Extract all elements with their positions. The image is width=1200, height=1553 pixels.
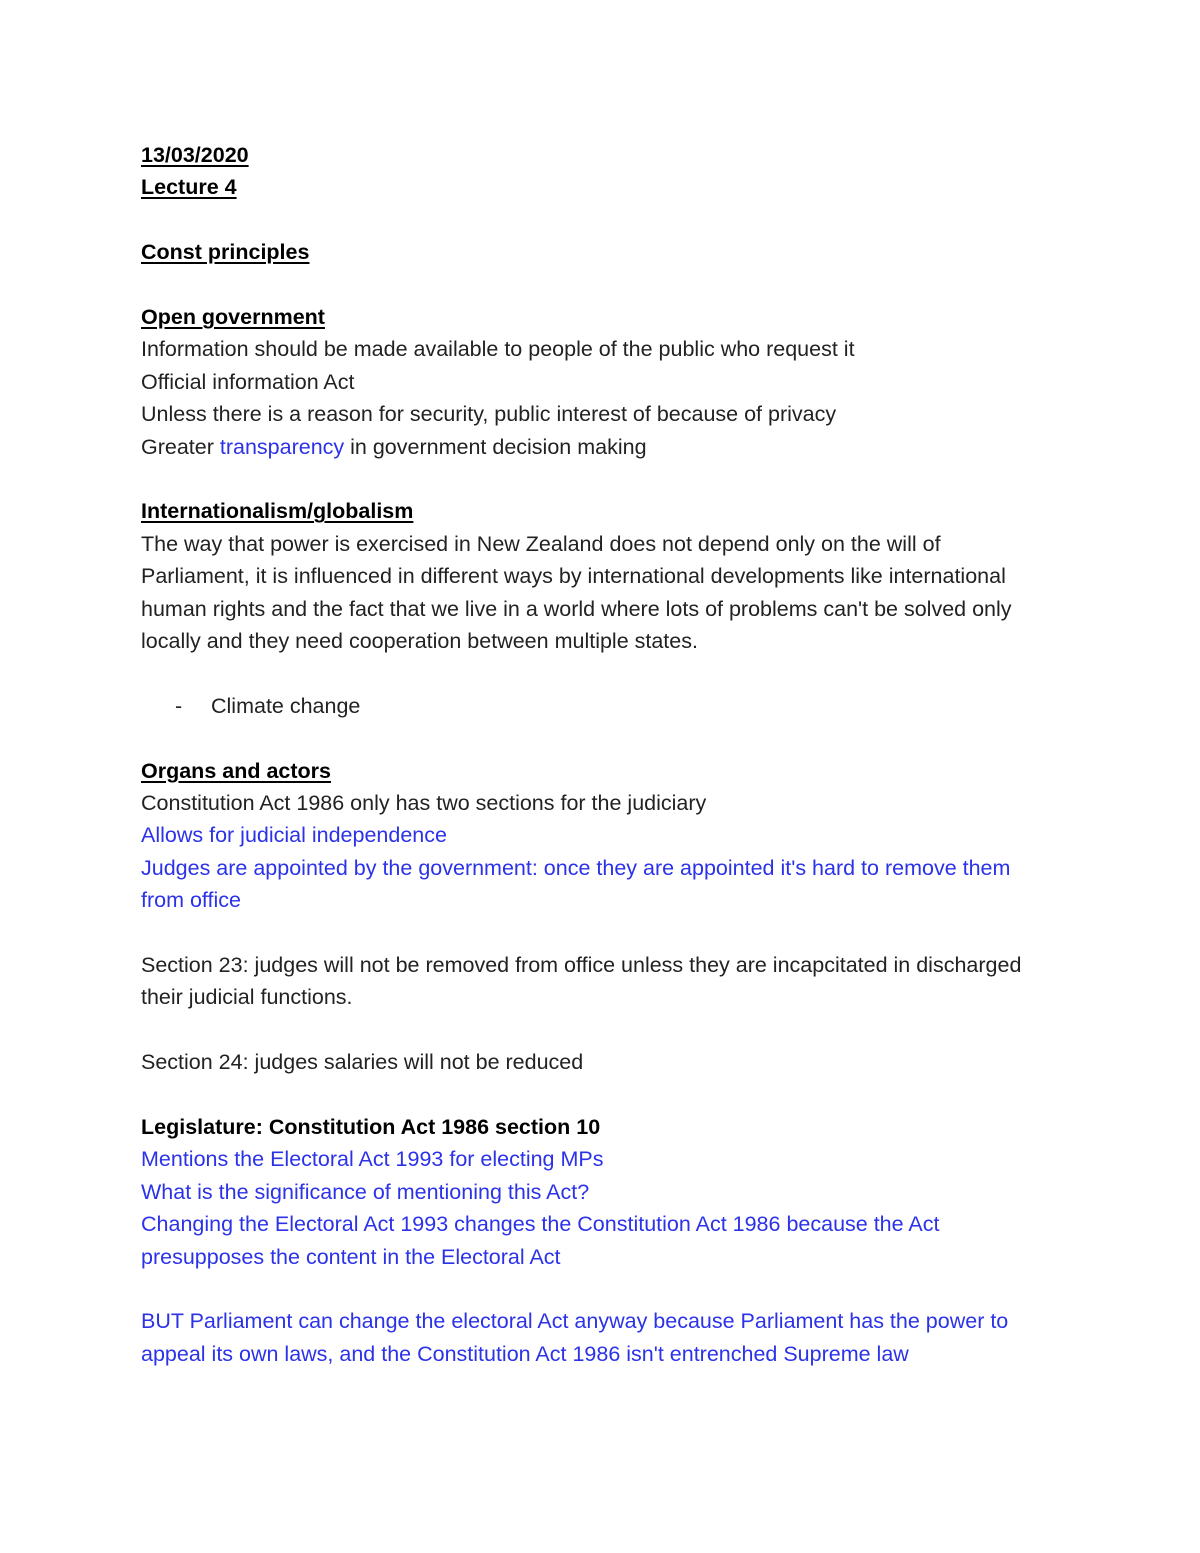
lecture-date: 13/03/2020 — [141, 143, 249, 167]
section-23-text: Section 23: judges will not be removed from office unless they are incapcitated in discharged their judicial functions. — [141, 953, 1022, 1010]
document-page — [141, 139, 1051, 1370]
organs-line-1: Constitution Act 1986 only has two sections for the judiciary — [141, 791, 707, 816]
spacer — [141, 1273, 1051, 1305]
spacer — [141, 722, 1051, 754]
organs-blue-line-2: Judges are appointed by the government: once they are appointed it's hard to remove them from office — [141, 855, 1011, 913]
line-text: in government decision making — [344, 434, 647, 459]
legislature-heading: Legislature: Constitution Act 1986 section 10 — [141, 1115, 601, 1140]
lecture-number: Lecture 4 — [141, 175, 237, 200]
organs-blue-line-1: Allows for judicial independence — [141, 823, 447, 848]
legislature-blue-line-4: BUT Parliament can change the electoral Act anyway because Parliament has the power to appeal its own laws, and the Constitution Act 1986 isn't entrenched Supreme law — [141, 1309, 1009, 1366]
spacer — [141, 1079, 1051, 1111]
spacer — [141, 657, 1051, 689]
line-text: Greater — [141, 434, 220, 459]
open-government-line-2: Official information Act — [141, 369, 355, 394]
legislature-blue-line-3: Changing the Electoral Act 1993 changes the Constitution Act 1986 because the Act presupposes the content in the Electoral Act — [141, 1212, 940, 1269]
spacer — [141, 269, 1051, 301]
open-government-heading: Open government — [141, 305, 325, 329]
open-government-line-1: Information should be made available to people of the public who request it — [141, 337, 855, 362]
bullet-item — [141, 690, 1051, 722]
internationalism-paragraph: The way that power is exercised in New Zealand does not depend only on the will of Parliament, it is influenced in different ways by international developments like international human rights and the fact that we live in a world where lots of problems can't be solved only locally and they need cooperation between multiple states. — [141, 531, 1012, 654]
legislature-blue-line-1: Mentions the Electoral Act 1993 for electing MPs — [141, 1147, 604, 1172]
page-title: Const principles — [141, 240, 310, 265]
open-government-line-3: Unless there is a reason for security, public interest of because of privacy — [141, 402, 837, 427]
internationalism-heading: Internationalism/globalism — [141, 499, 414, 524]
organs-heading: Organs and actors — [141, 758, 331, 783]
spacer — [141, 204, 1051, 236]
open-government-line-4 — [141, 431, 1051, 463]
spacer — [141, 1014, 1051, 1046]
spacer — [141, 917, 1051, 949]
legislature-blue-line-2: What is the significance of mentioning this Act? — [141, 1179, 590, 1204]
section-24-text: Section 24: judges salaries will not be reduced — [141, 1050, 584, 1075]
bullet-dash: - — [175, 693, 183, 718]
spacer — [141, 463, 1051, 495]
bullet-text: Climate change — [211, 693, 361, 718]
transparency-highlight: transparency — [219, 434, 345, 459]
